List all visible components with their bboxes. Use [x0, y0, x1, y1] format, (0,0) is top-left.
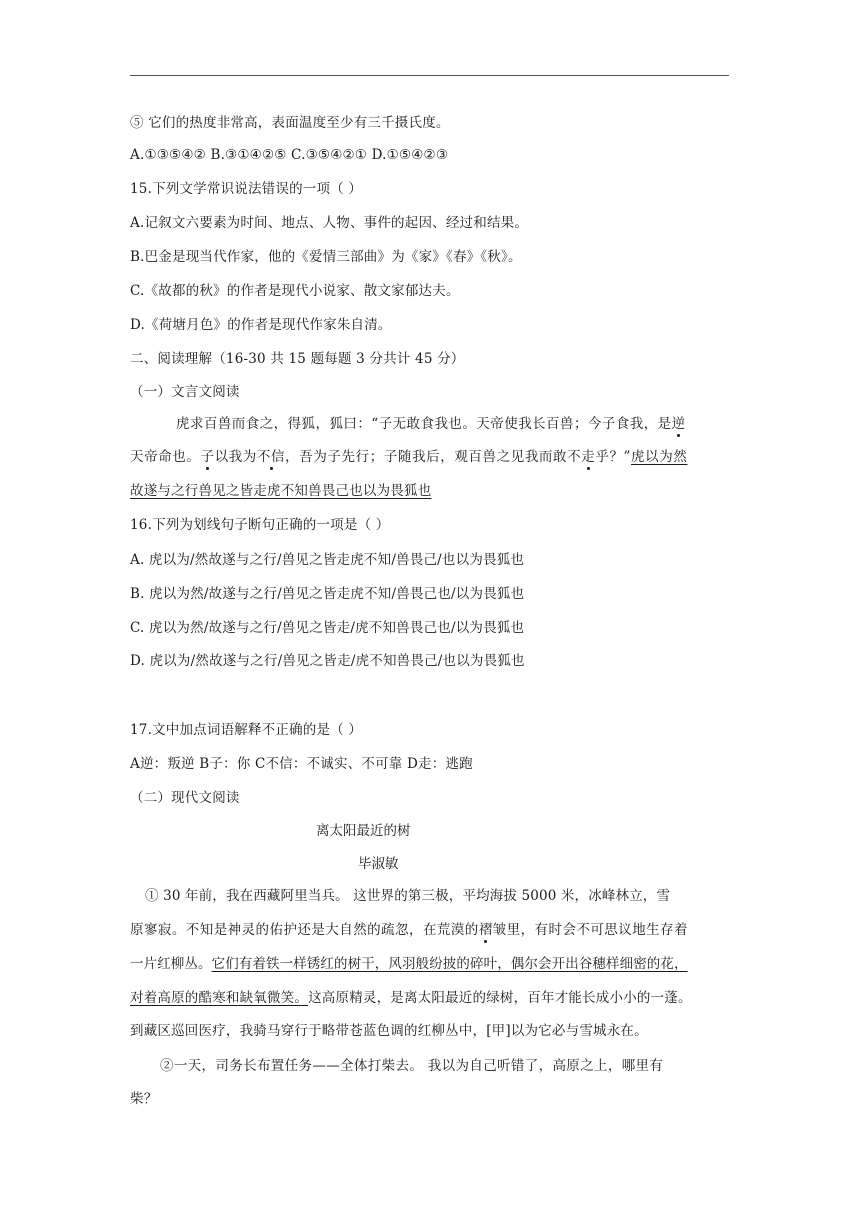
subsection-modern: （二）现代文阅读 — [130, 790, 240, 806]
dotted-word: 子 — [200, 449, 215, 465]
q15-option-b: B.巴金是现当代作家，他的《爱情三部曲》为《家》《春》《秋》。 — [130, 249, 522, 265]
paragraph-1-line-5: 到藏区巡回医疗，我骑马穿行于略带苍蓝色调的红柳丛中，[甲]以为它必与雪城永在。 — [130, 1023, 648, 1039]
q15-option-c: C.《故都的秋》的作者是现代小说家、散文家郁达夫。 — [130, 283, 460, 299]
q15-option-d: D.《荷塘月色》的作者是现代作家朱自清。 — [130, 317, 392, 333]
header-rule — [130, 75, 729, 76]
article-title: 离太阳最近的树 — [316, 823, 411, 839]
q16-option-c: C. 虎以为然/故遂与之行/兽见之皆走/虎不知兽畏己也/以为畏狐也 — [130, 620, 525, 636]
q16-option-d: D. 虎以为/然故遂与之行/兽见之皆走/虎不知兽畏己/也以为畏狐也 — [130, 653, 525, 669]
paragraph-1-line-1: ① 30 年前，我在西藏阿里当兵。 这世界的第三极，平均海拔 5000 米，冰峰林立，雪 — [145, 888, 671, 904]
article-author: 毕淑敏 — [358, 856, 399, 872]
paragraph-1-line-3: 一片红柳丛。它们有着铁一样锈红的树干，风羽般纷披的碎叶，偶尔会开出谷穗样细密的花， — [130, 956, 688, 972]
paragraph-2-line-2: 柴？ — [130, 1091, 158, 1107]
q15-stem: 15.下列文学常识说法错误的一项（ ） — [130, 181, 363, 197]
q17-stem: 17.文中加点词语解释不正确的是（ ） — [130, 722, 363, 738]
q16-option-b: B. 虎以为然/故遂与之行/兽见之皆走虎不知/兽畏己也/以为畏狐也 — [130, 586, 525, 602]
subsection-classical: （一）文言文阅读 — [130, 384, 240, 400]
paragraph-2-line-1: ②一天，司务长布置任务——全体打柴去。 我以为自己听错了，高原之上，哪里有 — [160, 1058, 664, 1074]
classical-line-3: 故遂与之行兽见之皆走虎不知兽畏己也以为畏狐也 — [130, 483, 432, 499]
paragraph-1-line-4: 对着高原的酷寒和缺氧微笑。这高原精灵，是离太阳最近的绿树，百年才能长成小小的一蓬。 — [130, 990, 692, 1006]
underlined-sentence: 对着高原的酷寒和缺氧微笑。 — [130, 990, 309, 1006]
underlined-sentence: 它们有着铁一样锈红的树干，风羽般纷披的碎叶，偶尔会开出谷穗样细密的花， — [211, 956, 688, 972]
q16-stem: 16.下列为划线句子断句正确的一项是（ ） — [130, 517, 390, 533]
q15-option-a: A.记叙文六要素为时间、地点、人物、事件的起因、经过和结果。 — [130, 215, 529, 231]
q16-option-a: A. 虎以为/然故遂与之行/兽见之皆走虎不知/兽畏己/也以为畏狐也 — [130, 552, 525, 568]
q14-options: A.①③⑤④② B.③①④②⑤ C.③⑤④②① D.①⑤④②③ — [130, 147, 449, 163]
dotted-word: 褶 — [478, 922, 493, 938]
underlined-sentence: 虎以为然 — [631, 449, 688, 465]
paragraph-1-line-2: 原寥寂。不知是神灵的佑护还是大自然的疏忽，在荒漠的褶皱里，有时会不可思议地生存着 — [130, 922, 689, 938]
q17-options: A逆：叛逆 B子：你 C不信：不诚实、不可靠 D走：逃跑 — [130, 756, 473, 772]
dotted-word: 逆 — [671, 416, 686, 432]
classical-line-2: 天帝命也。子以我为不信，吾为子先行；子随我后，观百兽之见我而敢不走乎？”虎以为然 — [130, 449, 688, 465]
q14-item-5: ⑤ 它们的热度非常高，表面温度至少有三千摄氏度。 — [130, 115, 450, 131]
section-heading: 二、阅读理解（16-30 共 15 题每题 3 分共计 45 分） — [130, 351, 465, 367]
classical-line-1: 虎求百兽而食之，得狐，狐曰：“子无敢食我也。天帝使我长百兽；今子食我，是逆 — [176, 416, 686, 432]
